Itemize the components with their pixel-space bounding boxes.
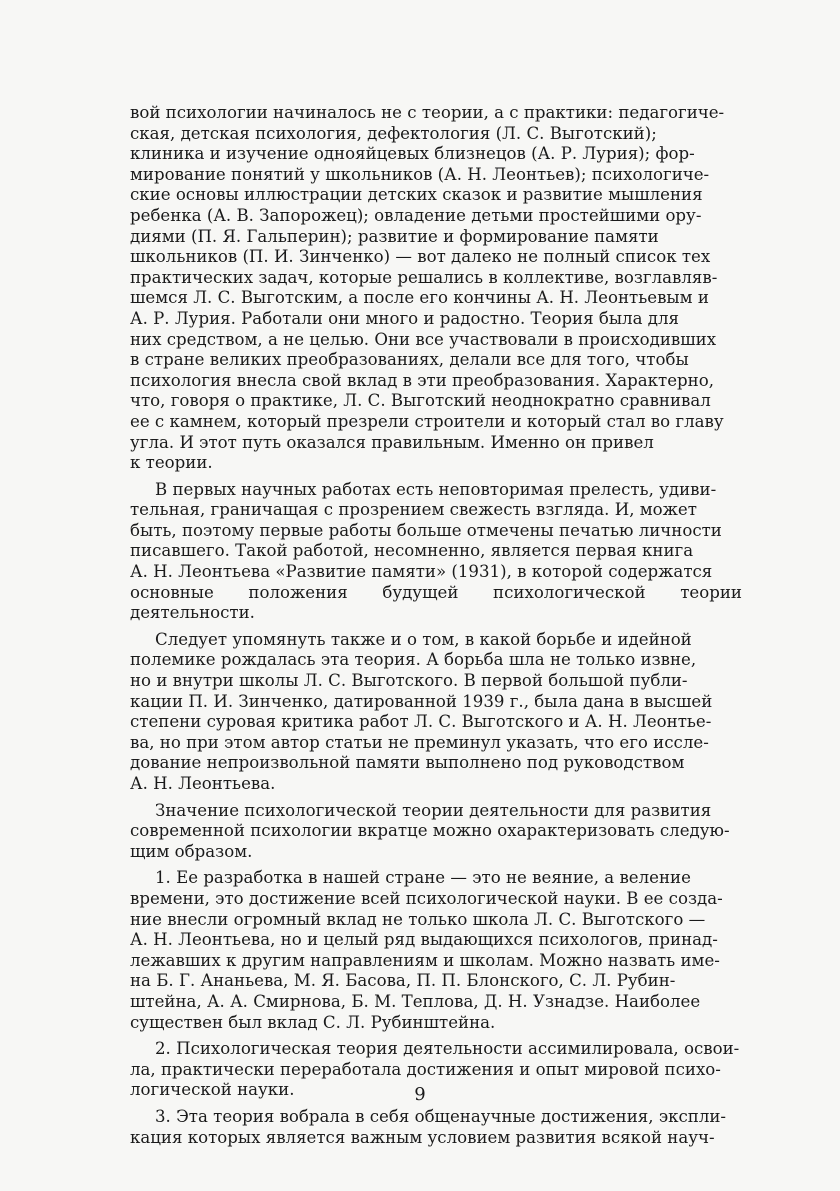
paragraph-2: В первых научных работах есть неповторимая прелесть, удиви- тельная, граничащая с прозрением свежесть взгляда. И, может быть, поэтому первые работы больше отмечены печатью личности писавшего. Такой работой, несомненно, является первая книга А. Н. Леонтьева «Развитие памяти» (1931), в которой содержатся основные положения будущей психологической теории деятельности. [130,479,742,623]
paragraph-1: вой психологии начиналось не с теории, а с практики: педагогиче- ская, детская психология, дефектология (Л. С. Выготский); клиника и изучение однояйцевых близнецов (А. Р. Лурия); фор- мирование понятий у школьников (А. Н. Леонтьев); психологиче- ские основы иллюстрации детских сказок и развитие мышления ребенка (А. В. Запорожец); овладение детьми простейшими ору- диями (П. Я. Гальперин); развитие и формирование памяти школьников (П. И. Зинченко) — вот далеко не полный список тех практических задач, которые решались в коллективе, возглавляв- шемся Л. С. Выготским, а после его кончины А. Н. Леонтьевым и А. Р. Лурия. Работали они много и радостно. Теория была для них средством, а не целью. Они все участвовали в происходивших в стране великих преобразованиях, делали все для того, чтобы психология внесла свой вклад в эти преобразования. Характерно, что, говоря о практике, Л. С. Выготский неоднократно сравнивал ее с камнем, который презрели строители и который стал во главу угла. И этот путь оказался правильным. Именно он привел к теории. [130,103,725,473]
paragraph-4: Значение психологической теории деятельности для развития современной психологии вкратце можно охарактеризовать следую- щим образом. [130,800,730,861]
paragraph-3: Следует упомянуть также и о том, в какой борьбе и идейной полемике рождалась эта теория. А борьба шла не только извне, но и внутри школы Л. С. Выготского. В первой большой публи- кации П. И. Зинченко, датированной 1939 г., была дана в высшей степени суровая критика работ Л. С. Выготского и А. Н. Леонтье- ва, но при этом автор статьи не преминул указать, что его иссле- дование непроизвольной памяти выполнено под руководством А. Н. Леонтьева. [130,629,713,793]
paragraph-5: 1. Ее разработка в нашей стране — это не веяние, а веление времени, это достижение всей психологической науки. В ее созда- ние внесли огромный вклад не только школа Л. С. Выготского — А. Н. Леонтьева, но и целый ряд выдающихся психологов, принад- лежавших к другим направлениям и школам. Можно назвать име- на Б. Г. Ананьева, М. Я. Басова, П. П. Блонского, С. Л. Рубин- штейна, А. А. Смирнова, Б. М. Теплова, Д. Н. Узнадзе. Наиболее существен был вклад С. Л. Рубинштейна. [130,868,723,1032]
paragraph-6: 2. Психологическая теория деятельности ассимилировала, освои- ла, практически переработала достижения и опыт мировой психо- логической науки. [130,1039,740,1100]
paragraph-7: 3. Эта теория вобрала в себя общенаучные достижения, экспли- кация которых является важным условием развития всякой науч- [130,1106,727,1147]
page-number: 9 [414,1084,426,1105]
body-text [130,103,742,1154]
